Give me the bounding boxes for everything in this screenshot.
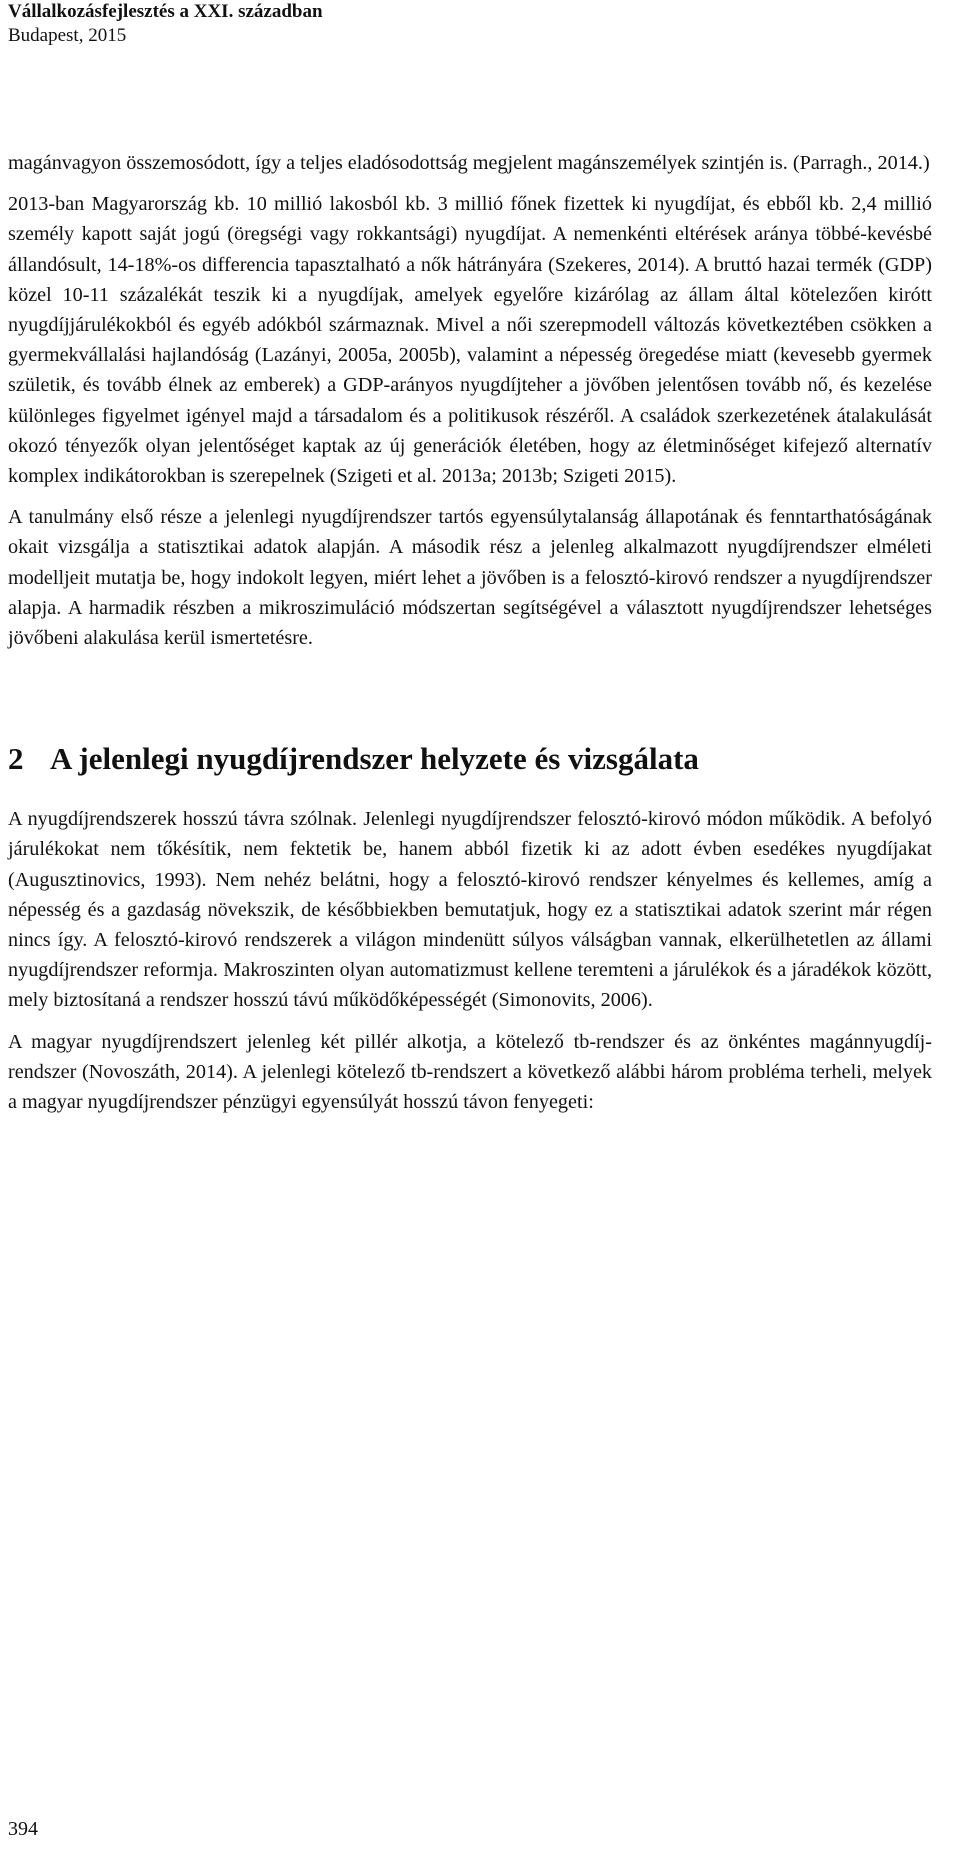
body-text: [8, 148, 932, 1128]
running-header: [8, 0, 323, 48]
page-number: 394: [8, 1818, 38, 1840]
paragraph: magánvagyon összemosódott, így a teljes eladósodottság megjelent magánszemélyek szintjén is. (Parragh., 2014.): [8, 152, 930, 174]
paragraph: 2013-ban Magyarország kb. 10 millió lakosból kb. 3 millió főnek fizettek ki nyugdíjat, és ebből kb. 2,4 millió személy kapott saját jogú (öregségi vagy rokkantsági) nyugdíjat. A nemenkénti eltérések aránya többé-kevésbé állandósult, 14-18%-os differencia tapasztalható a nők hátrányára (Szekeres, 2014). A bruttó hazai termék (GDP) közel 10-11 százalékát teszik ki a nyugdíjak, amelyek egyelőre kizárólag az állam által kötelezően kirótt nyugdíjjárulékokból és egyéb adókból származnak. Mivel a női szerepmodell változás következtében csökken a gyermekvállalási hajlandóság (Lazányi, 2005a, 2005b), valamint a népesség öregedése miatt (kevesebb gyermek születik, és tovább élnek az emberek) a GDP-arányos nyugdíjteher a jövőben jelentősen tovább nő, és kezelése különleges figyelmet igényel majd a társadalom és a politikusok részéről. A családok szerkezetének átalakulását okozó tényezők olyan jelentőséget kaptak az új generációk életében, hogy az életminőséget kifejező alternatív komplex indikátorokban is szerepelnek (Szigeti et al. 2013a; 2013b; Szigeti 2015).: [8, 193, 932, 488]
section-number: 2: [8, 741, 24, 777]
section-title: A jelenlegi nyugdíjrendszer helyzete és vizsgálata: [50, 741, 699, 777]
header-subtitle: Budapest, 2015: [8, 25, 127, 46]
paragraph: A nyugdíjrendszerek hosszú távra szólnak. Jelenlegi nyugdíjrendszer felosztó-kirovó módon működik. A befolyó járulékokat nem tőkésítik, nem fektetik be, hanem abból fizetik ki az adott évben esedékes nyugdíjakat (Augusztinovics, 1993). Nem nehéz belátni, hogy a felosztó-kirovó rendszer kényelmes és kellemes, amíg a népesség és a gazdaság növekszik, de későbbiekben bemutatjuk, hogy ez a statisztikai adatok szerint már régen nincs így. A felosztó-kirovó rendszerek a világon mindenütt súlyos válságban vannak, elkerülhetetlen az állami nyugdíjrendszer reformja. Makroszinten olyan automatizmust kellene teremteni a járulékok és a járadékok között, mely biztosítaná a rendszer hosszú távú működőképességét (Simonovits, 2006).: [8, 808, 932, 1012]
section-heading: [8, 740, 932, 778]
header-title: Vállalkozásfejlesztés a XXI. században: [8, 1, 323, 22]
paragraph: A magyar nyugdíjrendszert jelenleg két pillér alkotja, a kötelező tb-rendszer és az önkéntes magánnyugdíj-rendszer (Novoszáth, 2014). A jelenlegi kötelező tb-rendszert a következő alábbi három probléma terheli, melyek a magyar nyugdíjrendszer pénzügyi egyensúlyát hosszú távon fenyegeti:: [8, 1030, 932, 1114]
paragraph: A tanulmány első része a jelenlegi nyugdíjrendszer tartós egyensúlytalanság állapotának és fenntarthatóságának okait vizsgálja a statisztikai adatok alapján. A második rész a jelenleg alkalmazott nyugdíjrendszer elméleti modelljeit mutatja be, hogy indokolt legyen, miért lehet a jövőben is a felosztó-kirovó rendszer a nyugdíjrendszer alapja. A harmadik részben a mikroszimuláció módszertan segítségével a választott nyugdíjrendszer lehetséges jövőbeni alakulása kerül ismertetésre.: [8, 506, 932, 650]
